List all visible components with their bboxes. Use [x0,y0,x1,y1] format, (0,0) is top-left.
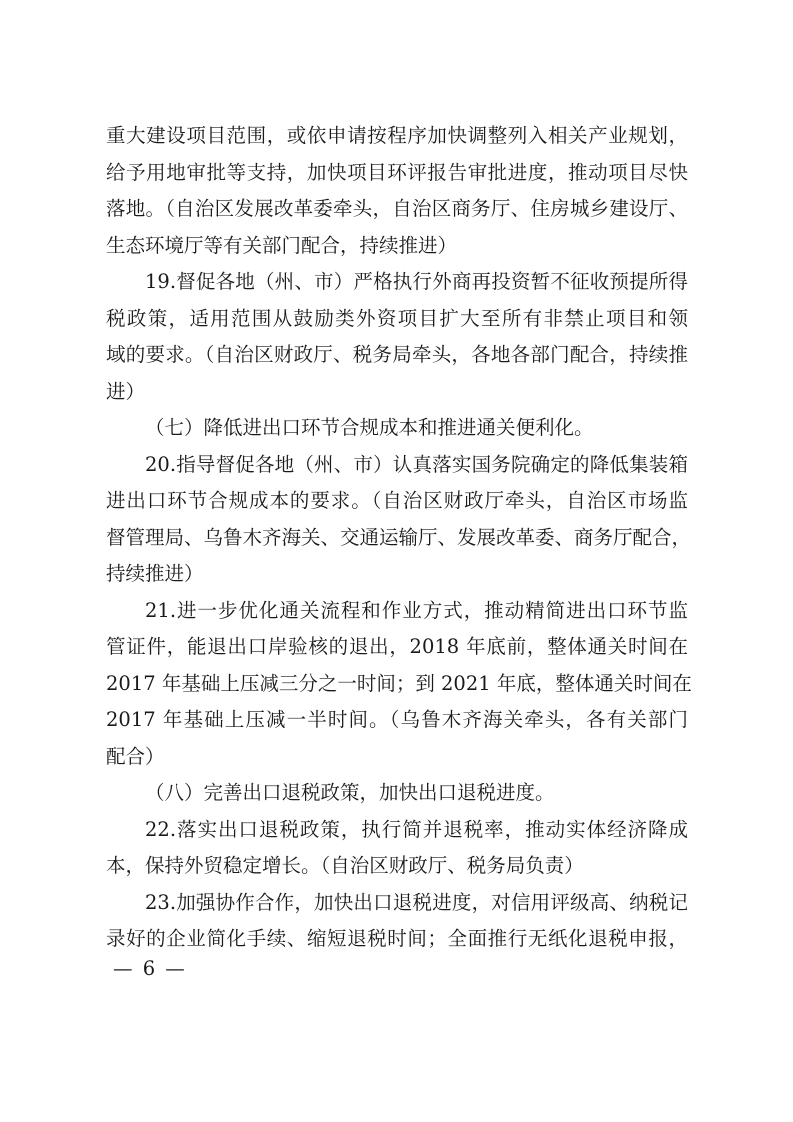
text-line: 配合） [106,744,165,768]
text-line: 落地。（自治区发展改革委牵头，自治区商务厅、住房城乡建设厅、 [106,197,688,220]
item-21-line: 21.进一步优化通关流程和作业方式，推动精简进出口环节监 [145,598,688,622]
text-line: 税政策，适用范围从鼓励类外资项目扩大至所有非禁止项目和领 [106,306,688,330]
text-line: 2017 年基础上压减一半时间。（乌鲁木齐海关牵头，各有关部门 [106,708,688,731]
text-line: 管证件，能退出口岸验核的退出，2018 年底前，整体通关时间在 [106,635,688,658]
text-line: 域的要求。（自治区财政厅、税务局牵头，各地各部门配合，持续推 [106,343,688,366]
item-20-line: 20.指导督促各地（州、市）认真落实国务院确定的降低集装箱 [145,452,688,476]
page-number: — 6 — [113,957,187,980]
text-line: 督管理局、乌鲁木齐海关、交通运输厅、发展改革委、商务厅配合， [106,525,692,549]
text-line: 生态环境厅等有关部门配合，持续推进） [106,233,458,257]
text-line: 进出口环节合规成本的要求。（自治区财政厅牵头，自治区市场监 [106,489,688,512]
body-text [106,118,692,958]
text-line: 录好的企业简化手续、缩短退税时间；全面推行无纸化退税申报， [106,927,688,950]
text-line: 给予用地审批等支持，加快项目环评报告审批进度，推动项目尽快 [106,160,688,184]
section-7-heading: （七）降低进出口环节合规成本和推进通关便利化。 [145,416,594,439]
section-8-heading: （八）完善出口退税政策，加快出口退税进度。 [145,781,555,804]
text-line: 本，保持外贸稳定增长。（自治区财政厅、税务局负责） [106,854,584,877]
item-19-line: 19.督促各地（州、市）严格执行外商再投资暂不征收预提所得 [145,270,688,293]
item-22-line: 22.落实出口退税政策，执行简并退税率，推动实体经济降成 [145,817,688,841]
text-line: 进） [106,379,146,403]
item-23-line: 23.加强协作合作，加快出口退税进度，对信用评级高、纳税记 [145,890,688,914]
text-line: 重大建设项目范围，或依申请按程序加快调整列入相关产业规划， [106,124,688,147]
text-line: 持续推进） [106,562,204,585]
text-line: 2017 年基础上压减三分之一时间；到 2021 年底，整体通关时间在 [106,671,692,695]
